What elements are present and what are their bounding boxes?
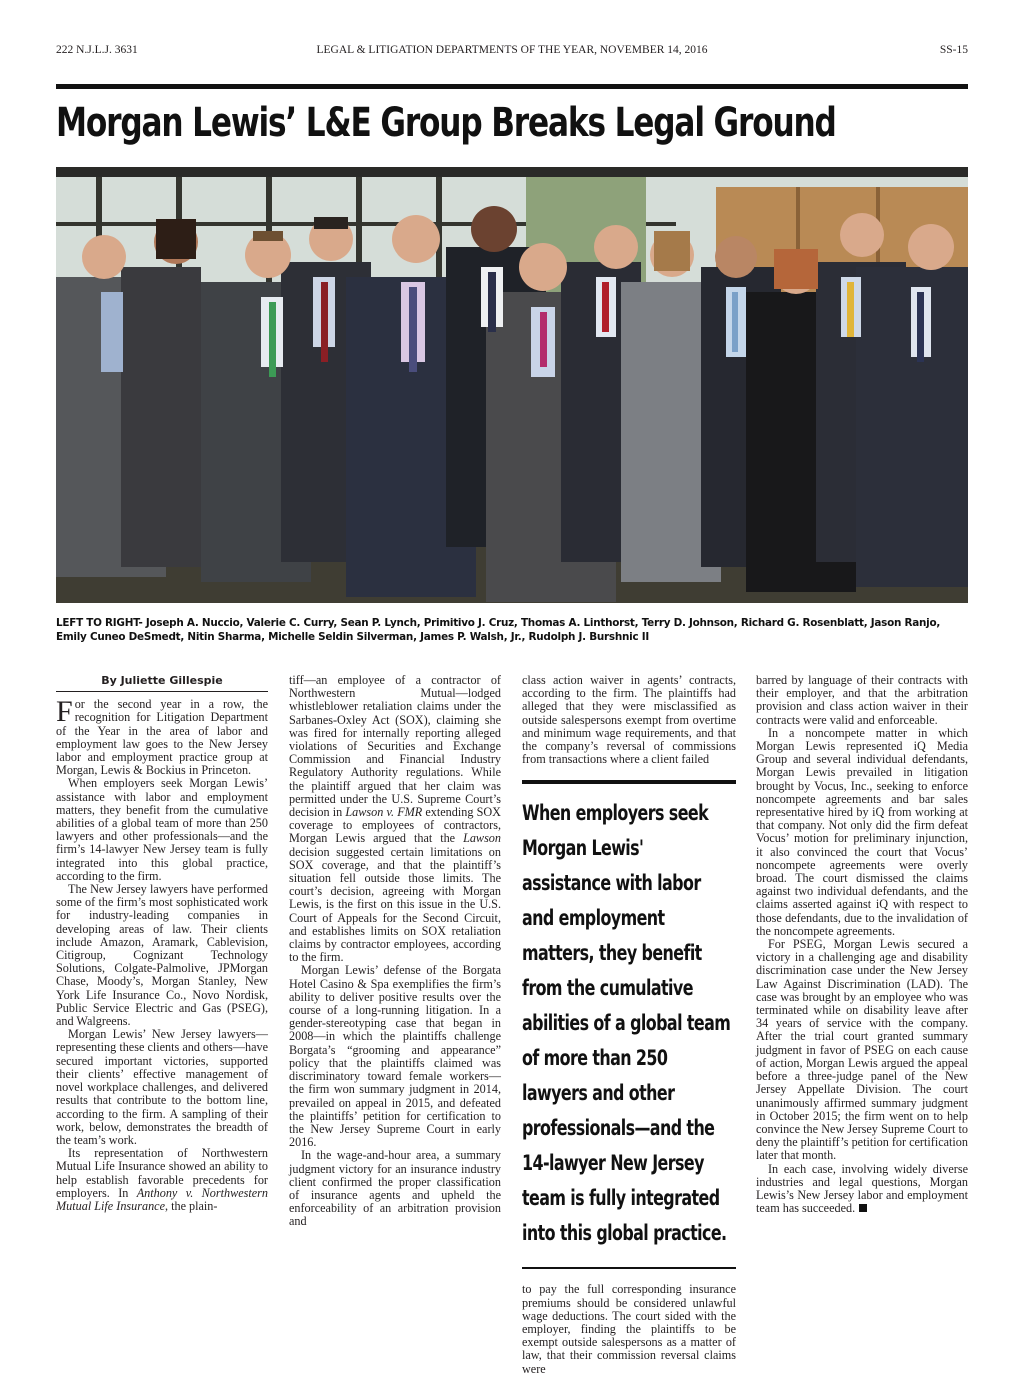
citation: 222 N.J.L.J. 3631 bbox=[56, 44, 138, 56]
case-name: Anthony v. Northwestern Mutual Life Insurance bbox=[56, 1185, 268, 1213]
running-head bbox=[56, 44, 968, 60]
group-photo bbox=[56, 167, 968, 603]
case-name: Lawson bbox=[463, 831, 501, 846]
paragraph: For the second year in a row, the recognition for Litigation Department of the Year in the area of labor and employment law goes to the New Jersey labor and employment practice group at Morgan, Lewis & Bockius in Princeton. bbox=[56, 695, 268, 778]
article-column-4 bbox=[756, 674, 968, 1215]
photo-caption: LEFT TO RIGHT- Joseph A. Nuccio, Valerie C. Curry, Sean P. Lynch, Primitivo J. Cruz, Thomas A. Linthorst, Terry D. Johnson, Richard G. Rosenblatt, Jason Ranjo, Emily Cuneo DeSmedt, Nitin Sharma, Michelle Seldin Silverman, James P. Walsh, Jr., Rudolph J. Burshnic II bbox=[56, 617, 941, 643]
paragraph: The New Jersey lawyers have performed some of the firm’s most sophisticated work for industry-leading companies in developing areas of law. Their clients include Amazon, Aramark, Cablevision, Citigroup, Cognizant Technology Solutions, Colgate-Palmolive, JPMorgan Chase, Moody’s, Morgan Stanley, New York Life Insurance Co., Novo Nordisk, Public Service Electric and Gas (PSEG), and Walgreens. bbox=[56, 882, 268, 1029]
paragraph: For PSEG, Morgan Lewis secured a victory in a challenging age and disability discrimination case under the New Jersey Law Against Discrimination (LAD). The case was brought by an employee who was terminated while on disability leave after 34 years of service with the company. After the trial court granted summary judgment in favor of PSEG on each cause of action, Morgan Lewis argued the appeal before a three-judge panel of the New Jersey Appellate Division. The court unanimously affirmed summary judgment in October 2015; the firm went on to help convince the New Jersey Supreme Court to deny the plaintiff’s petition for certification later that month. bbox=[756, 937, 968, 1163]
end-mark-icon bbox=[859, 1204, 867, 1212]
paragraph: Morgan Lewis’ New Jersey lawyers—representing these clients and others—have secured important victories, supported their clients’ effective management of novel workplace challenges, and delivered results that contribute to the bottom line, according to the firm. A sampling of their work, below, demonstrates the breadth of the team’s work. bbox=[56, 1027, 268, 1147]
paragraph: In a noncompete matter in which Morgan Lewis represented iQ Media Group and several individual defendants, Morgan Lewis prevailed in litigation brought by Vocus, Inc., seeking to enforce noncompete agreements and bar sales representative hired by iQ from working at that company. Not only did the firm defeat Vocus’ motion for preliminary injunction, it also convinced the court that Vocus’ noncompete agreements were overly broad. The court dismissed the claims against two individual defendants, and the claims asserted against iQ with respect to those defendants, due to the invalidation of the noncompete agreements. bbox=[756, 725, 968, 938]
pull-quote-text: When employers seek Morgan Lewis' assistance with labor and employment matters, they benefit from the cumulative abilities of a global team of more than 250 lawyers and other professionals—and the 14-lawyer New Jersey team is fully integrated into this global practice. bbox=[522, 801, 731, 1247]
paragraph: When employers seek Morgan Lewis’ assistance with labor and employment matters, they benefit from the cumulative abilities of a global team of more than 250 lawyers and other professionals—and the firm’s 14-lawyer New Jersey team is fully integrated into this global practice, according to the firm. bbox=[56, 776, 268, 883]
group-photo-illustration bbox=[56, 167, 968, 603]
article-column-1 bbox=[56, 674, 268, 1213]
header-rule bbox=[56, 84, 968, 89]
paragraph: to pay the full corresponding insurance premiums should be considered unlawful wage deductions. The court sided with the employer, finding the plaintiffs to be exempt outside salespersons as a matter of law, that their commission reversal claims were bbox=[522, 1282, 736, 1376]
section-title: LEGAL & LITIGATION DEPARTMENTS OF THE YEAR, NOVEMBER 14, 2016 bbox=[316, 44, 708, 56]
drop-cap: F bbox=[56, 695, 73, 729]
page-number: SS-15 bbox=[939, 44, 968, 56]
case-name: Lawson v. FMR bbox=[345, 805, 423, 820]
paragraph: class action waiver in agents’ contracts, according to the firm. The plaintiffs had alleged that they were misclassified as outside salespersons exempt from overtime and minimum wage requirements, and that the company’s reversal of commissions from transactions where a client failed bbox=[522, 673, 736, 767]
paragraph: barred by language of their contracts with their employer, and that the arbitration provision and class action waiver in their contracts were valid and enforceable. bbox=[756, 673, 968, 727]
byline: By Juliette Gillespie bbox=[56, 674, 268, 692]
pull-quote bbox=[522, 780, 736, 1269]
paragraph: tiff—an employee of a contractor of Northwestern Mutual—lodged whistleblower retaliation claims under the Sarbanes-Oxley Act (SOX), claiming she was fired for internally reporting alleged violations of Securities and Exchange Commission and Financial Industry Regulatory Authority regulations. While the plaintiff argued that her claim was permitted under the U.S. Supreme Court’s decision in Lawson v. FMR extending SOX coverage to employees of contractors, Morgan Lewis argued that the Lawson decision suggested certain limitations on SOX coverage, and that the plaintiff’s situation fell outside those limits. The court’s decision, agreeing with Morgan Lewis, is the first on this issue in the U.S. Court of Appeals for the Second Circuit, and establishes limits on SOX retaliation claims by contractor employees, according to the firm. bbox=[289, 673, 501, 965]
article-column-3 bbox=[522, 674, 736, 1376]
paragraph: In the wage-and-hour area, a summary judgment victory for an insurance industry client confirmed the proper classification of insurance agents and upheld the enforceability of an arbitration provision and bbox=[289, 1148, 501, 1229]
article-column-2 bbox=[289, 674, 501, 1229]
paragraph: In each case, involving widely diverse industries and legal questions, Morgan Lewis’s New Jersey labor and employment team has succeeded. bbox=[756, 1161, 968, 1216]
article-headline: Morgan Lewis’ L&E Group Breaks Legal Ground bbox=[56, 100, 836, 146]
paragraph: Morgan Lewis’ defense of the Borgata Hotel Casino & Spa exemplifies the firm’s ability to deliver positive results over the course of a long-running litigation. In a gender-stereotyping case that began in 2008—in which the plaintiffs challenge Borgata’s “grooming and appearance” policy that the plaintiffs claimed was discriminatory toward female workers—the firm won summary judgment in 2014, prevailed on appeal in 2015, and defeated the plaintiffs’ petition for certification to the New Jersey Supreme Court in early 2016. bbox=[289, 963, 501, 1150]
paragraph: Its representation of Northwestern Mutual Life Insurance showed an ability to help establish favorable precedents for employers. In Anthony v. Northwestern Mutual Life Insurance, the plain- bbox=[56, 1146, 268, 1213]
